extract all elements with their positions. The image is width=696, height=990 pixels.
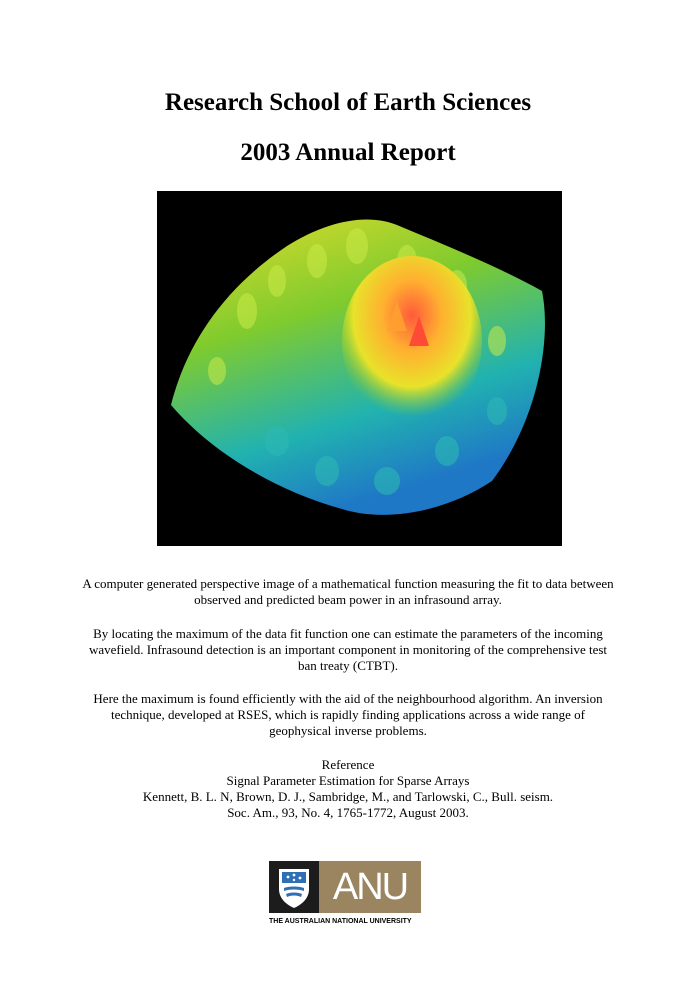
- anu-wordmark: ANU: [319, 861, 421, 913]
- caption-paragraph-3: Here the maximum is found efficiently with the aid of the neighbourhood algorithm. An inversion technique, developed at RSES, which is rapidly finding applications across a wide range of geophysical inverse problems.: [93, 691, 603, 738]
- reference-heading: Reference: [321, 757, 375, 772]
- surface-plot-image: [157, 191, 562, 546]
- reference-block: [80, 757, 616, 821]
- reference-title: Signal Parameter Estimation for Sparse Arrays: [226, 773, 470, 788]
- reference-citation-line2: Soc. Am., 93, No. 4, 1765-1772, August 2003.: [227, 805, 469, 820]
- anu-logo: [269, 861, 421, 929]
- surface-plot-svg: [157, 191, 562, 546]
- report-title-line2: 2003 Annual Report: [240, 139, 456, 166]
- report-title-line1: Research School of Earth Sciences: [164, 89, 532, 116]
- reference-citation-line1: Kennett, B. L. N, Brown, D. J., Sambridge, M., and Tarlowski, C., Bull. seism.: [142, 789, 554, 804]
- caption-paragraph-2: By locating the maximum of the data fit function one can estimate the parameters of the incoming wavefield. Infrasound detection is an important component in monitoring of the comprehensive test ban treaty (CTBT).: [88, 626, 608, 673]
- caption-paragraph-1: A computer generated perspective image of a mathematical function measuring the fit to data between observed and predicted beam power in an infrasound array.: [82, 576, 614, 607]
- anu-crest-icon: [269, 861, 319, 913]
- anu-caption: THE AUSTRALIAN NATIONAL UNIVERSITY: [269, 918, 412, 925]
